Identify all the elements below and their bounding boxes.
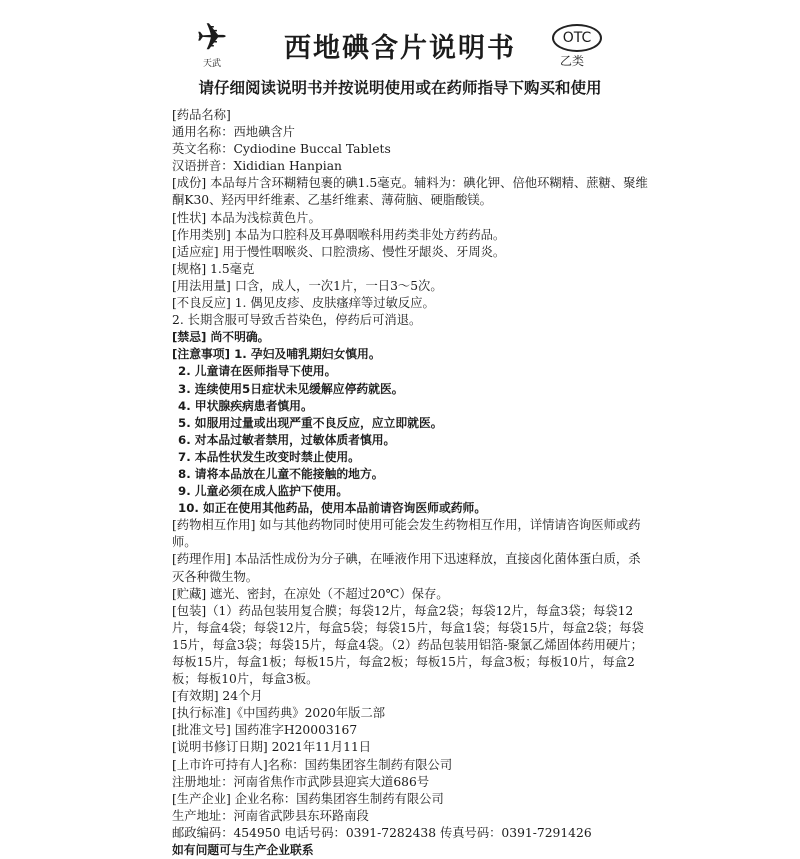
precaution-item: 4. 甲状腺疾病患者慎用。: [178, 398, 313, 413]
precaution-item: 7. 本品性状发生改变时禁止使用。: [178, 449, 360, 464]
drug-name-heading: [药品名称]: [172, 108, 231, 122]
otc-badge: OTC: [552, 24, 602, 52]
dosage: [用法用量] 口含，成人，一次1片，一日3～5次。: [172, 278, 443, 293]
appearance: [性状] 本品为浅棕黄色片。: [172, 210, 321, 225]
indications: [适应症] 用于慢性咽喉炎、口腔溃疡、慢性牙龈炎、牙周炎。: [172, 244, 506, 259]
precaution-item: [注意事项] 1. 孕妇及哺乳期妇女慎用。: [172, 347, 381, 362]
precaution-item: 5. 如服用过量或出现严重不良反应，应立即就医。: [178, 415, 443, 430]
precaution-item: 3. 连续使用5日症状未见缓解应停药就医。: [178, 381, 404, 396]
specification: [规格] 1.5毫克: [172, 261, 255, 276]
validity-period: [有效期] 24个月: [172, 689, 263, 704]
usage-warning: 请仔细阅读说明书并按说明使用或在药师指导下购买和使用: [198, 79, 602, 97]
revision-date: [说明书修订日期] 2021年11月11日: [172, 740, 372, 755]
leaflet-body: [172, 107, 652, 859]
contraindications: [禁忌] 尚不明确。: [172, 330, 270, 345]
document-title: 西地碘含片说明书: [284, 33, 516, 64]
footer-note: 如有问题可与生产企业联系: [172, 843, 314, 858]
pharmacology: [药理作用] 本品活性成份为分子碘，在唾液作用下迅速释放，直接卤化菌体蛋白质，杀灭各种微生物。: [172, 552, 641, 584]
precaution-item: 6. 对本品过敏者禁用，过敏体质者慎用。: [178, 432, 396, 447]
adverse-reaction-2: 2. 长期含服可导致舌苔染色，停药后可消退。: [172, 313, 422, 328]
manufacturer-name: [生产企业] 企业名称：国药集团容生制药有限公司: [172, 791, 444, 806]
adverse-reaction-1: [不良反应] 1. 偶见皮疹、皮肤瘙痒等过敏反应。: [172, 296, 435, 311]
pinyin-name: 汉语拼音：Xididian Hanpian: [172, 159, 342, 174]
generic-name: 通用名称：西地碘含片: [172, 125, 295, 140]
mah-address: 注册地址：河南省焦作市武陟县迎宾大道686号: [172, 774, 430, 789]
precaution-item: 2. 儿童请在医师指导下使用。: [178, 364, 337, 379]
ingredients: [成份] 本品每片含环糊精包裹的碘1.5毫克。辅料为：碘化钾、倍他环糊精、蔗糖、聚维酮K30、羟丙甲纤维素、乙基纤维素、薄荷脑、硬脂酸镁。: [172, 176, 648, 208]
mah-name: [上市许可持有人]名称：国药集团容生制药有限公司: [172, 757, 453, 772]
english-name: 英文名称：Cydiodine Buccal Tablets: [172, 142, 391, 157]
manufacturer-address: 生产地址：河南省武陟县东环路南段: [172, 808, 369, 823]
logo-text: 天武: [202, 59, 221, 69]
precaution-item: 10. 如正在使用其他药品，使用本品前请咨询医师或药师。: [178, 501, 487, 516]
drug-category: [作用类别] 本品为口腔科及耳鼻咽喉科用药类非处方药药品。: [172, 227, 506, 242]
otc-category: 乙类: [560, 54, 585, 68]
precaution-item: 9. 儿童必须在成人监护下使用。: [178, 484, 349, 499]
execution-standard: [执行标准]《中国药典》2020年版二部: [172, 706, 386, 721]
packaging: [包装]（1）药品包装用复合膜；每袋12片，每盒2袋；每袋12片，每盒3袋；每袋12片，每盒4袋；每袋12片，每盒5袋；每袋15片，每盒1袋；每袋15片，每盒2袋；每袋15片，每盒3袋；每袋15片，每盒4袋。（2）药品包装用铝箔-聚氯乙烯固体药用硬片；每板15片，每盒1板；每板15片，每盒2板；每板15片，每盒3板；每板10片，每盒2板；每板10片，每盒3板。: [172, 603, 644, 687]
storage: [贮藏] 遮光、密封，在凉处（不超过20℃）保存。: [172, 586, 449, 601]
drug-interactions: [药物相互作用] 如与其他药物同时使用可能会发生药物相互作用，详情请咨询医师或药师。: [172, 518, 641, 550]
contact-info: 邮政编码：454950 电话号码：0391-7282438 传真号码：0391-7291426: [172, 825, 592, 840]
precaution-item: 8. 请将本品放在儿童不能接触的地方。: [178, 466, 384, 481]
logo-emblem-icon: ✈: [196, 15, 228, 59]
approval-number: [批准文号] 国药准字H20003167: [172, 723, 358, 738]
